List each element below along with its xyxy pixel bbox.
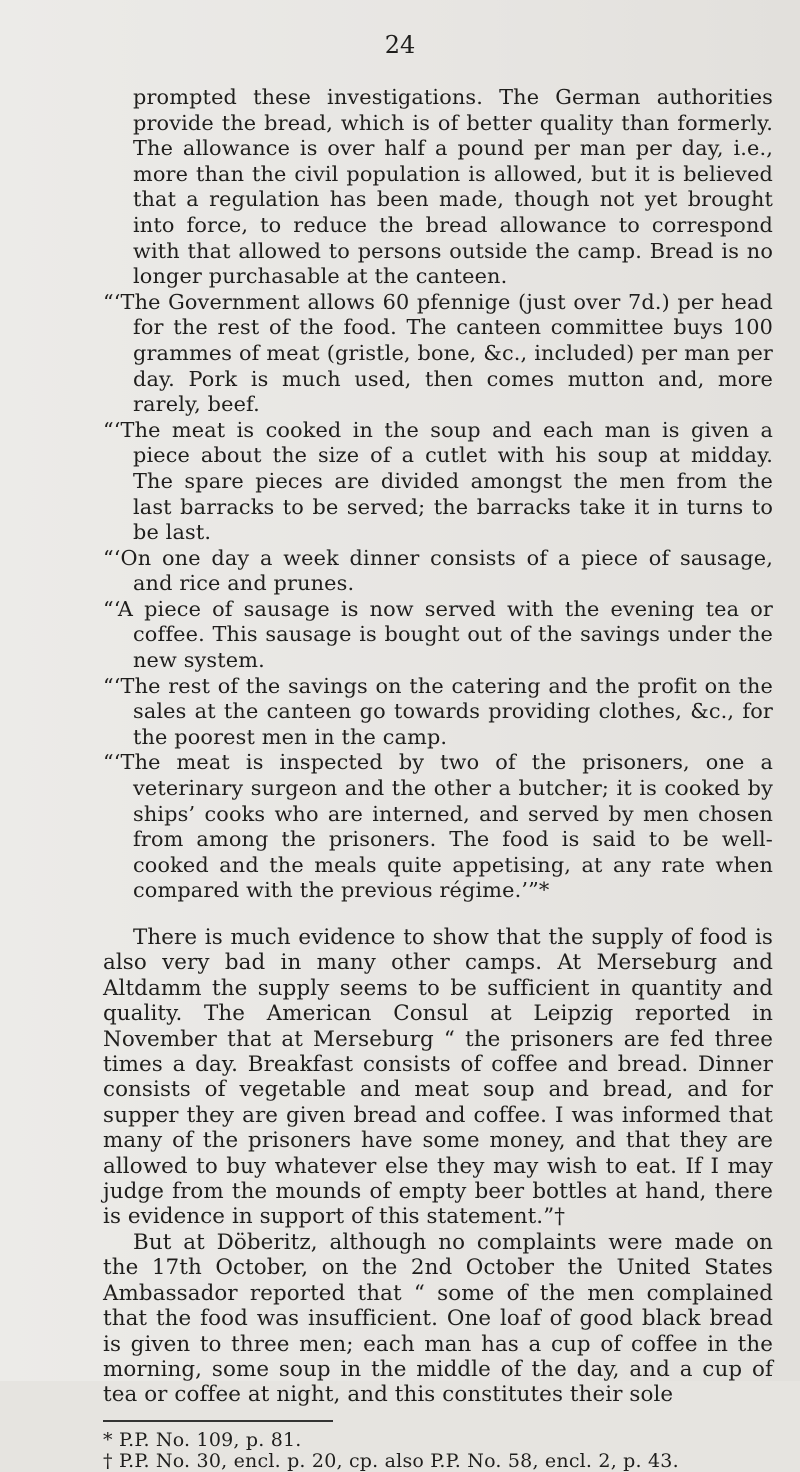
- body-paragraph: But at Döberitz, although no complaints were made on the 17th October, on the 2nd October the United States Ambassador reported that “ some of the men complained that the food was insufficient. One loaf of good black bread is given to three men; each man has a cup of coffee in the morning, some soup in the middle of the day, and a cup of tea or coffee at night, and this constitutes their sole: [103, 1229, 773, 1408]
- quoted-paragraph: “‘The meat is cooked in the soup and each man is given a piece about the size of a cutlet with his soup at midday. The spare pieces are divided amongst the men from the last barracks to be served; the barracks take it in turns to be last.: [103, 417, 773, 545]
- page-content: [103, 85, 773, 1472]
- quoted-paragraph: “‘A piece of sausage is now served with the evening tea or coffee. This sausage is bought out of the savings under the new system.: [103, 596, 773, 673]
- footnote: † P.P. No. 30, encl. p. 20, cp. also P.P. No. 58, encl. 2, p. 43.: [103, 1449, 679, 1472]
- quoted-paragraph: “‘The meat is inspected by two of the prisoners, one a veterinary surgeon and the other a butcher; it is cooked by ships’ cooks who are interned, and served by men chosen from among the prisoners. The food is said to be well-cooked and the meals quite appetising, at any rate when compared with the previous régime.’”*: [103, 750, 773, 903]
- quoted-paragraph: “‘The Government allows 60 pfennige (just over 7d.) per head for the rest of the food. The canteen committee buys 100 grammes of meat (gristle, bone, &c., included) per man per day. Pork is much used, then comes mutton and, more rarely, beef.: [103, 289, 773, 417]
- footnote: * P.P. No. 109, p. 81.: [103, 1428, 302, 1451]
- intro-paragraph: prompted these investigations. The German authorities provide the bread, which is of better quality than formerly. The allowance is over half a pound per man per day, i.e., more than the civil population is allowed, but it is believed that a regulation has been made, though not yet brought into force, to reduce the bread allowance to correspond with that allowed to persons outside the camp. Bread is no longer purchasable at the canteen.: [133, 85, 773, 289]
- quoted-paragraph: “‘On one day a week dinner consists of a piece of sausage, and rice and prunes.: [103, 545, 773, 596]
- quoted-paragraph: “‘The rest of the savings on the catering and the profit on the sales at the canteen go towards providing clothes, &c., for the poorest men in the camp.: [103, 673, 773, 749]
- page-number: 24: [384, 31, 416, 59]
- body-paragraph: There is much evidence to show that the supply of food is also very bad in many other camps. At Merseburg and Altdamm the supply seems to be sufficient in quantity and quality. The American Consul at Leipzig reported in November that at Merseburg “ the prisoners are fed three times a day. Breakfast consists of coffee and bread. Dinner consists of vegetable and meat soup and bread, and for supper they are given bread and coffee. I was informed that many of the prisoners have some money, and that they are allowed to buy whatever else they may wish to eat. If I may judge from the mounds of empty beer bottles at hand, there is evidence in support of this statement.”†: [103, 925, 773, 1230]
- footnote-divider: [103, 1420, 333, 1422]
